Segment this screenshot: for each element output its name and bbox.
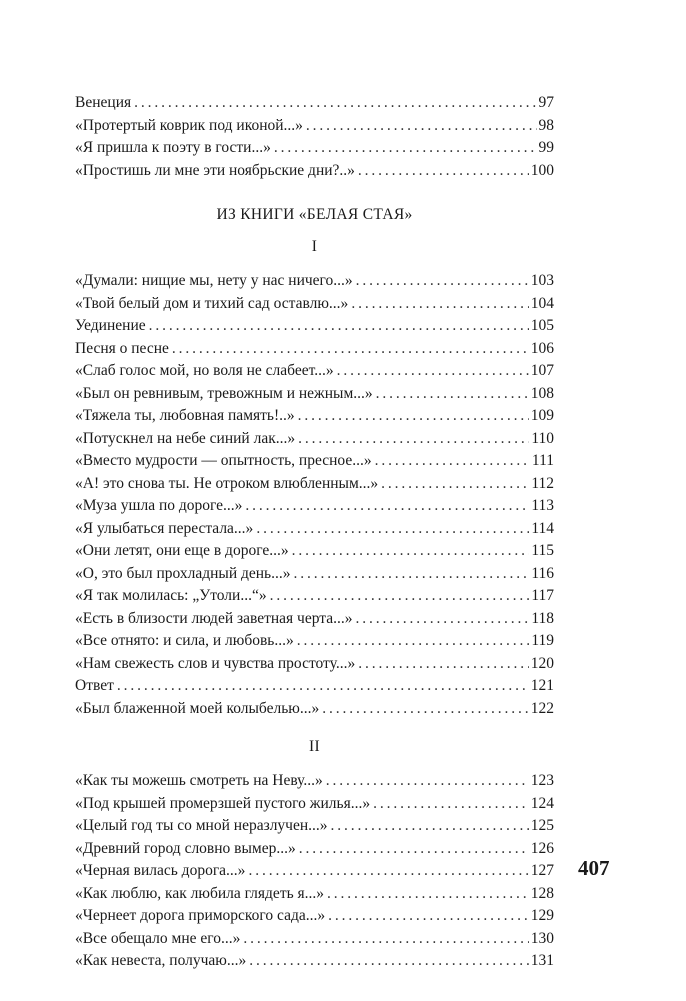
dot-leader xyxy=(326,770,529,793)
toc-list-part-2 xyxy=(75,770,554,973)
entry-title: «Тяжела ты, любовная память!..» xyxy=(75,407,295,424)
entry-page: 131 xyxy=(530,952,554,969)
dot-leader xyxy=(249,950,528,973)
entry-title: «Я пришла к поэту в гости...» xyxy=(75,139,271,156)
toc-list-top xyxy=(75,92,554,182)
entry-title: «Вместо мудрости — опытность, пресное...» xyxy=(75,452,372,469)
entry-title: Ответ xyxy=(75,677,114,694)
toc-entry xyxy=(75,770,554,793)
entry-page: 98 xyxy=(538,116,554,134)
entry-title: «Есть в близости людей заветная черта...» xyxy=(75,609,353,627)
entry-page: 107 xyxy=(530,362,554,379)
toc-entry xyxy=(75,608,554,631)
entry-page: 127 xyxy=(530,862,554,879)
entry-title: «Как невеста, получаю...» xyxy=(75,952,247,969)
entry-title: «Все отнято: и сила, и любовь...» xyxy=(75,632,294,649)
entry-page: 112 xyxy=(531,474,554,492)
toc-entry xyxy=(75,860,554,883)
entry-title: «Они летят, они еще в дороге...» xyxy=(75,542,289,559)
entry-page: 114 xyxy=(531,519,554,537)
entry-page: 117 xyxy=(531,587,554,604)
dot-leader xyxy=(297,630,530,653)
toc-entry xyxy=(75,950,554,973)
entry-title: «Целый год ты со мной неразлучен...» xyxy=(75,817,328,834)
dot-leader xyxy=(274,137,537,160)
toc-entry xyxy=(75,928,554,951)
toc-entry xyxy=(75,675,554,698)
toc-entry xyxy=(75,495,554,518)
toc-entry xyxy=(75,92,554,115)
entry-title: «Под крышей промерзшей пустого жилья...» xyxy=(75,794,371,812)
entry-title: «А! это снова ты. Не отроком влюбленным...» xyxy=(75,474,379,492)
section-heading: ИЗ КНИГИ «БЕЛАЯ СТАЯ» xyxy=(216,206,413,223)
toc-entry xyxy=(75,653,554,676)
toc-entry xyxy=(75,293,554,316)
entry-page: 108 xyxy=(530,384,554,402)
toc-entry xyxy=(75,115,554,138)
entry-page: 124 xyxy=(530,794,554,812)
toc-entry xyxy=(75,405,554,428)
table-of-contents xyxy=(75,92,554,973)
entry-page: 115 xyxy=(531,542,554,559)
entry-title: «Думали: нищие мы, нету у нас ничего...» xyxy=(75,272,353,289)
toc-entry xyxy=(75,630,554,653)
entry-page: 97 xyxy=(538,94,554,111)
dot-leader xyxy=(373,793,529,816)
entry-page: 116 xyxy=(531,564,554,582)
entry-title: «Как люблю, как любила глядеть я...» xyxy=(75,884,325,902)
dot-leader xyxy=(149,315,529,338)
dot-leader xyxy=(358,653,529,676)
entry-title: Песня о песне xyxy=(75,339,169,357)
toc-entry xyxy=(75,428,554,451)
entry-page: 126 xyxy=(530,839,554,857)
dot-leader xyxy=(328,905,529,928)
entry-page: 130 xyxy=(530,929,554,947)
dot-leader xyxy=(356,608,530,631)
entry-title: «Муза ушла по дороге...» xyxy=(75,497,243,514)
entry-page: 113 xyxy=(531,497,554,514)
entry-page: 100 xyxy=(530,161,554,179)
toc-entry xyxy=(75,315,554,338)
entry-title: «Твой белый дом и тихий сад оставлю...» xyxy=(75,294,349,312)
toc-entry xyxy=(75,540,554,563)
toc-entry xyxy=(75,518,554,541)
entry-page: 122 xyxy=(530,699,554,717)
dot-leader xyxy=(248,860,528,883)
entry-page: 123 xyxy=(530,772,554,789)
entry-title: Уединение xyxy=(75,317,146,334)
dot-leader xyxy=(306,115,537,138)
dot-leader xyxy=(375,450,530,473)
entry-title: «Протертый коврик под иконой...» xyxy=(75,116,303,134)
entry-title: «Черная вилась дорога...» xyxy=(75,862,246,879)
toc-entry xyxy=(75,270,554,293)
dot-leader xyxy=(376,383,529,406)
entry-title: «Был блаженной моей колыбелью...» xyxy=(75,699,320,717)
entry-page: 129 xyxy=(530,907,554,924)
toc-entry xyxy=(75,383,554,406)
part-heading-2: II xyxy=(309,738,320,755)
part-heading-1: I xyxy=(311,238,318,255)
dot-leader xyxy=(298,428,529,451)
page-number: 407 xyxy=(578,856,610,880)
toc-entry xyxy=(75,905,554,928)
entry-page: 111 xyxy=(531,452,554,469)
dot-leader xyxy=(243,928,528,951)
toc-entry xyxy=(75,815,554,838)
dot-leader xyxy=(172,338,529,361)
entry-page: 110 xyxy=(531,429,554,447)
entry-page: 125 xyxy=(530,817,554,834)
dot-leader xyxy=(298,405,529,428)
entry-title: Венеция xyxy=(75,94,132,111)
entry-title: «Слаб голос мой, но воля не слабеет...» xyxy=(75,362,334,379)
entry-page: 104 xyxy=(530,294,554,312)
dot-leader xyxy=(358,160,529,183)
dot-leader xyxy=(322,698,529,721)
entry-page: 99 xyxy=(538,139,554,156)
toc-entry xyxy=(75,137,554,160)
entry-title: «Потускнел на небе синий лак...» xyxy=(75,429,296,447)
dot-leader xyxy=(381,473,529,496)
dot-leader xyxy=(327,883,529,906)
entry-page: 109 xyxy=(530,407,554,424)
entry-title: «Все обещало мне его...» xyxy=(75,929,241,947)
dot-leader xyxy=(292,540,530,563)
toc-list-part-1 xyxy=(75,270,554,720)
dot-leader xyxy=(117,675,529,698)
toc-entry xyxy=(75,563,554,586)
dot-leader xyxy=(331,815,529,838)
toc-entry xyxy=(75,360,554,383)
entry-title: «Древний город словно вымер...» xyxy=(75,839,296,857)
toc-entry xyxy=(75,838,554,861)
dot-leader xyxy=(256,518,529,541)
dot-leader xyxy=(299,838,529,861)
toc-entry xyxy=(75,883,554,906)
dot-leader xyxy=(245,495,529,518)
entry-title: «Чернеет дорога приморского сада...» xyxy=(75,907,326,924)
dot-leader xyxy=(337,360,529,383)
toc-entry xyxy=(75,698,554,721)
entry-title: «Я улыбаться перестала...» xyxy=(75,519,254,537)
entry-page: 103 xyxy=(530,272,554,289)
entry-title: «Простишь ли мне эти ноябрьские дни?..» xyxy=(75,161,355,179)
entry-page: 128 xyxy=(530,884,554,902)
dot-leader xyxy=(270,585,530,608)
toc-entry xyxy=(75,585,554,608)
entry-title: «Я так молилась: „Утоли...“» xyxy=(75,587,267,604)
entry-title: «Нам свежесть слов и чувства простоту...» xyxy=(75,654,356,672)
dot-leader xyxy=(134,92,536,115)
toc-entry xyxy=(75,793,554,816)
entry-page: 119 xyxy=(531,632,554,649)
toc-entry xyxy=(75,338,554,361)
toc-entry xyxy=(75,473,554,496)
entry-title: «О, это был прохладный день...» xyxy=(75,564,291,582)
dot-leader xyxy=(351,293,528,316)
toc-entry xyxy=(75,160,554,183)
entry-page: 120 xyxy=(530,654,554,672)
entry-page: 106 xyxy=(530,339,554,357)
entry-title: «Был он ревнивым, тревожным и нежным...» xyxy=(75,384,373,402)
entry-page: 105 xyxy=(530,317,554,334)
toc-entry xyxy=(75,450,554,473)
dot-leader xyxy=(356,270,529,293)
entry-title: «Как ты можешь смотреть на Неву...» xyxy=(75,772,323,789)
dot-leader xyxy=(294,563,530,586)
entry-page: 118 xyxy=(531,609,554,627)
entry-page: 121 xyxy=(530,677,554,694)
